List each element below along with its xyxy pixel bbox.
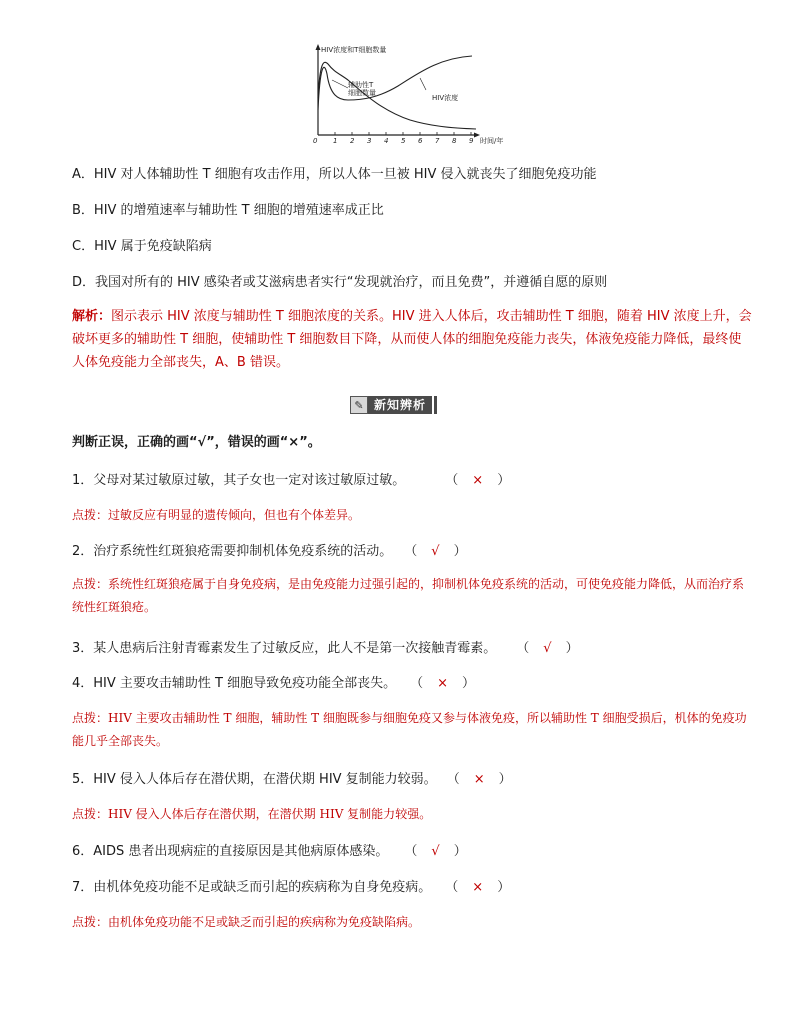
graph-ylabel: HIV浓度和T细胞数量 bbox=[321, 46, 387, 54]
item-7-question: 7．由机体免疫功能不足或缺乏而引起的疾病称为自身免疫病。 （ × ） bbox=[72, 880, 511, 895]
option-a: A．HIV 对人体辅助性 T 细胞有攻击作用，所以人体一旦被 HIV 侵入就丧失了细胞免疫功能 bbox=[72, 167, 597, 182]
item-2-note: 点拨：系统性红斑狼疮属于自身免疫病，是由免疫能力过强引起的，抑制机体免疫系统的活动，可使免疫能力降低，从而治疗系统性红斑狼疮。 bbox=[72, 577, 745, 614]
tcell-label-leader bbox=[332, 80, 348, 88]
x-tick-label: 7 bbox=[435, 137, 440, 145]
item-3-question: 3．某人患病后注射青霉素发生了过敏反应，此人不是第一次接触青霉素。 （ √ ） bbox=[72, 641, 579, 656]
x-tick-label: 3 bbox=[367, 137, 372, 145]
explanation-text: 图示表示 HIV 浓度与辅助性 T 细胞浓度的关系。HIV 进入人体后，攻击辅助性 T 细胞，随着 HIV 浓度上升，会破坏更多的辅助性 T 细胞，使辅助性 T 细胞数目下降，从而使人体的细胞免疫能力丧失，体液免疫能力降低，最终使人体免疫能力全部丧失，A、B 错误。 bbox=[72, 309, 752, 370]
x-tick-label: 8 bbox=[452, 137, 457, 145]
x-tick-label: 1 bbox=[333, 137, 338, 145]
graph-label-tcell-2: 细胞数量 bbox=[348, 89, 376, 97]
hiv-tcell-graph bbox=[300, 40, 510, 145]
edit-icon: ✎ bbox=[350, 396, 368, 414]
item-6-question: 6．AIDS 患者出现病症的直接原因是其他病原体感染。 （ √ ） bbox=[72, 844, 467, 859]
item-5-text: 5．HIV 侵入人体后存在潜伏期，在潜伏期 HIV 复制能力较弱。 bbox=[72, 772, 437, 787]
graph-label-hiv: HIV浓度 bbox=[432, 94, 459, 102]
item-2-text: 2．治疗系统性红斑狼疮需要抑制机体免疫系统的活动。 bbox=[72, 544, 393, 559]
item-4-question: 4．HIV 主要攻击辅助性 T 细胞导致免疫功能全部丧失。 （ × ） bbox=[72, 676, 476, 691]
explanation-label: 解析： bbox=[72, 309, 112, 324]
x-tick-label: 9 bbox=[469, 137, 474, 145]
y-axis-arrow bbox=[316, 44, 321, 50]
item-6-mark: √ bbox=[431, 844, 440, 859]
item-2-mark: √ bbox=[431, 544, 440, 559]
hiv-label-leader bbox=[420, 78, 426, 90]
item-1-text: 1．父母对某过敏原过敏，其子女也一定对该过敏原过敏。 bbox=[72, 473, 406, 488]
item-4-mark: × bbox=[437, 676, 449, 691]
x-tick-label: 5 bbox=[401, 137, 406, 145]
x-tick-label: 6 bbox=[418, 137, 423, 145]
instruction: 判断正误，正确的画“√”，错误的画“×”。 bbox=[72, 435, 321, 450]
graph-origin: 0 bbox=[313, 137, 318, 145]
item-5-note: 点拨：HIV 侵入人体后存在潜伏期，在潜伏期 HIV 复制能力较强。 bbox=[72, 807, 432, 821]
item-5-mark: × bbox=[473, 772, 485, 787]
graph-label-tcell-1: 辅助性T bbox=[348, 81, 374, 89]
item-4-text: 4．HIV 主要攻击辅助性 T 细胞导致免疫功能全部丧失。 bbox=[72, 676, 397, 691]
explanation bbox=[72, 305, 752, 374]
option-c: C．HIV 属于免疫缺陷病 bbox=[72, 239, 212, 254]
section-banner bbox=[350, 396, 437, 414]
item-2-question: 2．治疗系统性红斑狼疮需要抑制机体免疫系统的活动。 （ √ ） bbox=[72, 544, 467, 559]
x-tick-label: 2 bbox=[350, 137, 355, 145]
item-6-text: 6．AIDS 患者出现病症的直接原因是其他病原体感染。 bbox=[72, 844, 389, 859]
item-1-question: 1．父母对某过敏原过敏，其子女也一定对该过敏原过敏。 （ × ） bbox=[72, 473, 511, 488]
item-1-note: 点拨：过敏反应有明显的遗传倾向，但也有个体差异。 bbox=[72, 508, 361, 522]
item-7-text: 7．由机体免疫功能不足或缺乏而引起的疾病称为自身免疫病。 bbox=[72, 880, 432, 895]
item-7-note: 点拨：由机体免疫功能不足或缺乏而引起的疾病称为免疫缺陷病。 bbox=[72, 915, 421, 929]
x-tick-label: 4 bbox=[384, 137, 389, 145]
item-1-mark: × bbox=[472, 473, 484, 488]
section-title: 新知辨析 bbox=[368, 396, 432, 414]
item-3-text: 3．某人患病后注射青霉素发生了过敏反应，此人不是第一次接触青霉素。 bbox=[72, 641, 497, 656]
banner-bar bbox=[434, 396, 437, 414]
graph-xlabel: 时间/年 bbox=[480, 137, 504, 145]
item-7-mark: × bbox=[472, 880, 484, 895]
option-b: B．HIV 的增殖速率与辅助性 T 细胞的增殖速率成正比 bbox=[72, 203, 384, 218]
option-d: D．我国对所有的 HIV 感染者或艾滋病患者实行“发现就治疗，而且免费”，并遵循自愿的原则 bbox=[72, 275, 608, 290]
item-5-question: 5．HIV 侵入人体后存在潜伏期，在潜伏期 HIV 复制能力较弱。 （ × ） bbox=[72, 772, 512, 787]
item-3-mark: √ bbox=[543, 641, 552, 656]
item-4-note: 点拨：HIV 主要攻击辅助性 T 细胞，辅助性 T 细胞既参与细胞免疫又参与体液免疫，所以辅助性 T 细胞受损后，机体的免疫功能几乎全部丧失。 bbox=[72, 711, 747, 748]
